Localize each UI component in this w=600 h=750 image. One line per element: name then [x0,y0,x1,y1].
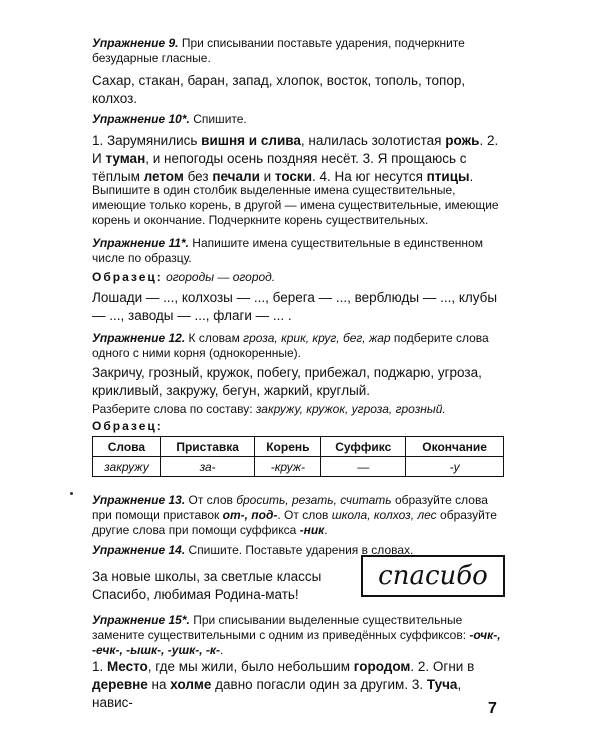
exercise-15-heading: Упражнение 15*. При списывании выделенные существительные замените существительными с одним из приведённых суффиксов: -очк-, -ечк-, -ышк-, -ушк-, -к-. [92,613,501,657]
exercise-12-sample-label: Образец: [92,419,163,433]
table-cell: — [321,457,406,477]
table-cell: -круж- [255,457,321,477]
table-cell: -у [406,457,504,477]
exercise-10-sentences: 1. Зарумянились вишня и слива, налилась золотистая рожь. 2. И туман, и непогоды осень поздняя несёт. 3. Я прощаюсь с тёплым летом без печали и тоски. 4. На юг несутся птицы. [92,133,499,184]
exercise-11-sample: Образец: огороды — огород. [92,270,276,284]
morpheme-table [92,436,504,477]
exercise-14-poem-line-1: За новые школы, за светлые классы [92,569,322,584]
table-cell: закружу [93,457,161,477]
table-header-cell: Суффикс [321,437,406,457]
exercise-9-heading: Упражнение 9. При списывании поставьте ударения, подчеркните безударные гласные. [92,36,465,65]
table-header-cell: Слова [93,437,161,457]
exercise-15-sentences: 1. Место, где мы жили, было небольшим городом. 2. Огни в деревне на холме давно погасли один за другим. 3. Туча, навис- [92,659,475,710]
exercise-11-heading: Упражнение 11*. Напишите имена существительные в единственном числе по образцу. [92,236,483,265]
spasibo-word-box [361,555,505,597]
exercise-11-words: Лошади — ..., колхозы — ..., берега — ..., верблюды — ..., клубы — ..., заводы — ..., флаги — ... . [92,290,498,323]
page-number: 7 [488,700,497,717]
exercise-10-heading: Упражнение 10*. Спишите. [92,112,247,126]
table-header-cell: Корень [255,437,321,457]
speck [70,492,73,495]
exercise-14-heading: Упражнение 14. Спишите. Поставьте ударения в словах. [92,543,414,557]
exercise-14-poem-line-2: Спасибо, любимая Родина-мать! [92,587,299,602]
exercise-12-parse-task: Разберите слова по составу: закружу, кружок, угроза, грозный. [92,402,446,416]
exercise-13-text: Упражнение 13. От слов бросить, резать, считать образуйте слова при помощи приставок от-, под-. От слов школа, колхоз, лес образуйте другие слова при помощи суффикса -ник. [92,493,497,537]
table-row [93,457,504,477]
exercise-12-heading: Упражнение 12. К словам гроза, крик, круг, бег, жар подберите слова одного с ними корня (однокоренные). [92,331,489,360]
spasibo-word: спасибо [378,561,488,591]
table-header-cell: Приставка [160,437,255,457]
exercise-10-task: Выпишите в один столбик выделенные имена существительные, имеющие только корень, в другой — имена существительные, имеющие корень и окончание. Подчеркните корень существительных. [92,183,499,227]
exercise-9-words: Сахар, стакан, баран, запад, хлопок, восток, тополь, топор, колхоз. [92,73,466,106]
table-cell: за- [160,457,255,477]
exercise-12-words: Закричу, грозный, кружок, побегу, прибежал, поджарю, угроза, крикливый, закружу, бегун, жаркий, круглый. [92,365,482,398]
table-header-row [93,437,504,457]
table-header-cell: Окончание [406,437,504,457]
